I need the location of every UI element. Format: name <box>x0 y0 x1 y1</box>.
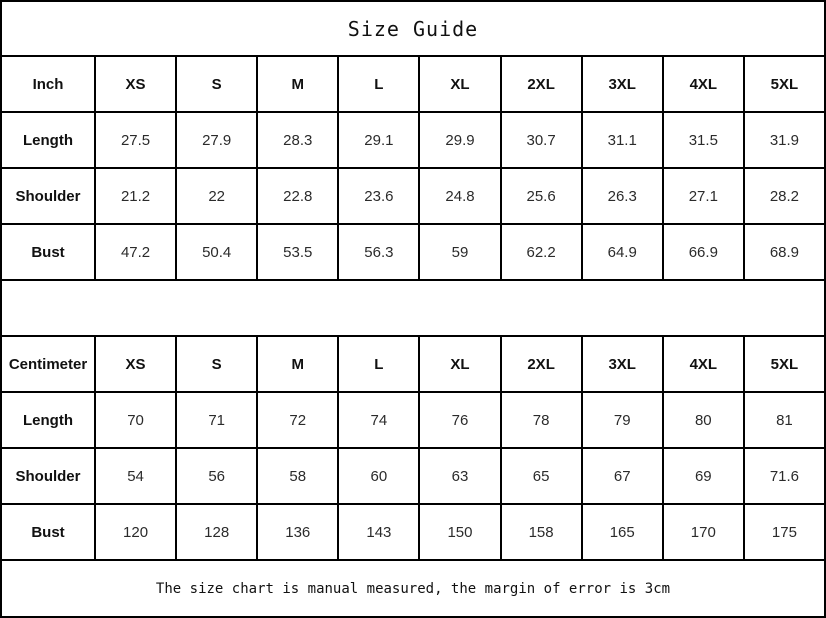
inch-length-row <box>1 112 825 168</box>
size-header-cell: 4XL <box>663 56 744 112</box>
value-cell: 65 <box>501 448 582 504</box>
value-cell: 23.6 <box>338 168 419 224</box>
value-cell: 72 <box>257 392 338 448</box>
value-cell: 22 <box>176 168 257 224</box>
value-cell: 29.9 <box>419 112 500 168</box>
value-cell: 30.7 <box>501 112 582 168</box>
size-header-cell: XL <box>419 56 500 112</box>
row-label-cell: Length <box>1 112 95 168</box>
value-cell: 136 <box>257 504 338 560</box>
value-cell: 128 <box>176 504 257 560</box>
value-cell: 29.1 <box>338 112 419 168</box>
value-cell: 79 <box>582 392 663 448</box>
unit-header-centimeter: Centimeter <box>1 336 95 392</box>
value-cell: 50.4 <box>176 224 257 280</box>
row-label-cell: Length <box>1 392 95 448</box>
centimeter-bust-row <box>1 504 825 560</box>
value-cell: 28.2 <box>744 168 825 224</box>
gap-cell <box>1 280 825 336</box>
value-cell: 28.3 <box>257 112 338 168</box>
size-header-cell: XL <box>419 336 500 392</box>
value-cell: 27.1 <box>663 168 744 224</box>
centimeter-length-row <box>1 392 825 448</box>
value-cell: 150 <box>419 504 500 560</box>
row-label-cell: Bust <box>1 224 95 280</box>
size-header-cell: M <box>257 336 338 392</box>
value-cell: 143 <box>338 504 419 560</box>
value-cell: 24.8 <box>419 168 500 224</box>
size-header-cell: XS <box>95 336 176 392</box>
value-cell: 31.5 <box>663 112 744 168</box>
value-cell: 71.6 <box>744 448 825 504</box>
value-cell: 120 <box>95 504 176 560</box>
value-cell: 78 <box>501 392 582 448</box>
value-cell: 59 <box>419 224 500 280</box>
value-cell: 21.2 <box>95 168 176 224</box>
size-header-cell: 5XL <box>744 56 825 112</box>
value-cell: 26.3 <box>582 168 663 224</box>
unit-header-inch: Inch <box>1 56 95 112</box>
value-cell: 53.5 <box>257 224 338 280</box>
value-cell: 170 <box>663 504 744 560</box>
row-label-cell: Bust <box>1 504 95 560</box>
size-header-cell: S <box>176 336 257 392</box>
inch-header-row <box>1 56 825 112</box>
centimeter-header-row <box>1 336 825 392</box>
value-cell: 56.3 <box>338 224 419 280</box>
size-header-cell: 4XL <box>663 336 744 392</box>
row-label-cell: Shoulder <box>1 168 95 224</box>
size-header-cell: 3XL <box>582 56 663 112</box>
value-cell: 25.6 <box>501 168 582 224</box>
value-cell: 31.9 <box>744 112 825 168</box>
value-cell: 175 <box>744 504 825 560</box>
value-cell: 56 <box>176 448 257 504</box>
value-cell: 69 <box>663 448 744 504</box>
size-header-cell: L <box>338 56 419 112</box>
footer-note: The size chart is manual measured, the margin of error is 3cm <box>1 560 825 617</box>
size-header-cell: L <box>338 336 419 392</box>
value-cell: 60 <box>338 448 419 504</box>
value-cell: 47.2 <box>95 224 176 280</box>
value-cell: 31.1 <box>582 112 663 168</box>
value-cell: 68.9 <box>744 224 825 280</box>
inch-bust-row <box>1 224 825 280</box>
value-cell: 71 <box>176 392 257 448</box>
value-cell: 22.8 <box>257 168 338 224</box>
value-cell: 76 <box>419 392 500 448</box>
size-header-cell: M <box>257 56 338 112</box>
value-cell: 54 <box>95 448 176 504</box>
value-cell: 67 <box>582 448 663 504</box>
size-header-cell: 2XL <box>501 336 582 392</box>
value-cell: 62.2 <box>501 224 582 280</box>
footer-row <box>1 560 825 617</box>
value-cell: 74 <box>338 392 419 448</box>
value-cell: 80 <box>663 392 744 448</box>
value-cell: 66.9 <box>663 224 744 280</box>
value-cell: 58 <box>257 448 338 504</box>
title-row <box>1 1 825 56</box>
size-header-cell: 3XL <box>582 336 663 392</box>
page-title: Size Guide <box>1 1 825 56</box>
value-cell: 27.9 <box>176 112 257 168</box>
size-header-cell: 2XL <box>501 56 582 112</box>
centimeter-shoulder-row <box>1 448 825 504</box>
size-header-cell: XS <box>95 56 176 112</box>
size-header-cell: 5XL <box>744 336 825 392</box>
size-header-cell: S <box>176 56 257 112</box>
value-cell: 158 <box>501 504 582 560</box>
inch-shoulder-row <box>1 168 825 224</box>
value-cell: 63 <box>419 448 500 504</box>
value-cell: 64.9 <box>582 224 663 280</box>
value-cell: 81 <box>744 392 825 448</box>
value-cell: 165 <box>582 504 663 560</box>
row-label-cell: Shoulder <box>1 448 95 504</box>
value-cell: 70 <box>95 392 176 448</box>
gap-row <box>1 280 825 336</box>
value-cell: 27.5 <box>95 112 176 168</box>
